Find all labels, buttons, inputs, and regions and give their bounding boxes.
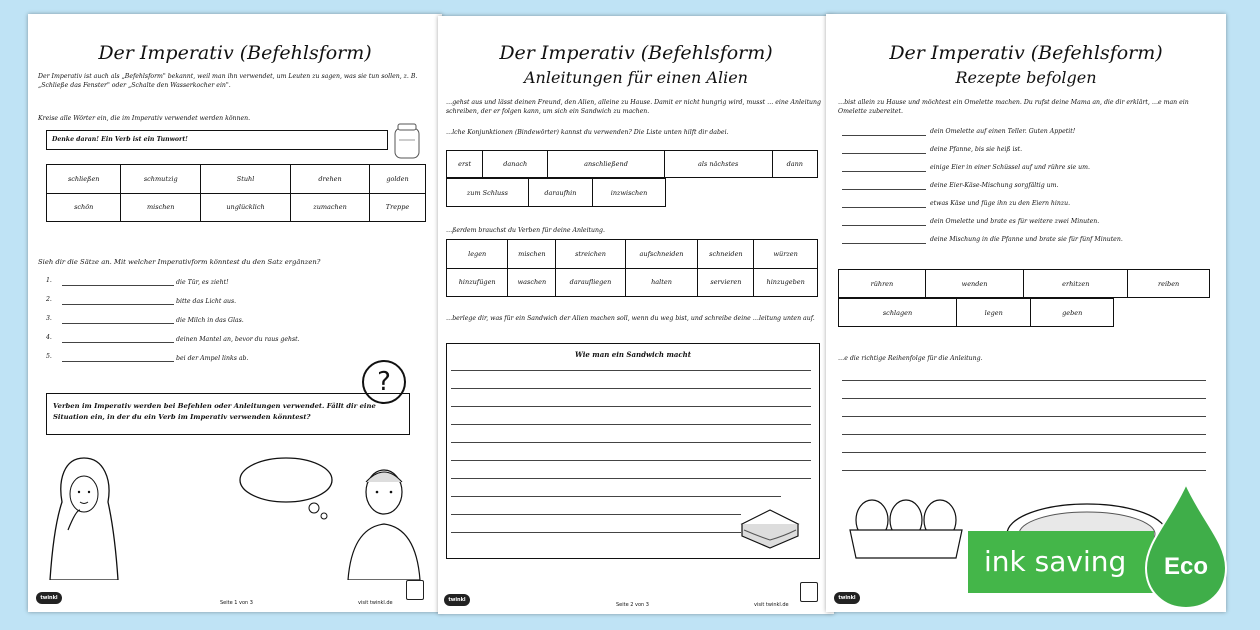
step-text: etwas Käse und füge ihn zu den Eiern hinzu. <box>930 200 1071 207</box>
sentence-number: 3. <box>46 315 52 322</box>
worksheet-page-2 <box>438 16 834 614</box>
info-text: Verben im Imperativ werden bei Befehlen oder Anleitungen verwendet. Fällt dir eine Situation ein, in der du ein Verb im Imperativ verwenden könntest? <box>53 402 376 421</box>
step-text: deine Eier-Käse-Mischung sorgfältig um. <box>930 182 1059 189</box>
word-cell: erhitzen <box>1024 270 1128 298</box>
sentence-ending: bei der Ampel links ab. <box>176 355 249 362</box>
reminder-box <box>46 130 388 150</box>
word-cell[interactable]: schließen <box>47 165 121 194</box>
page-title: Der Imperativ (Befehlsform) <box>889 42 1163 64</box>
word-cell: wenden <box>925 270 1023 298</box>
verb-cell: mischen <box>508 240 556 269</box>
quality-badge-icon <box>800 582 818 602</box>
writing-line[interactable] <box>451 460 811 461</box>
word-cell: legen <box>957 299 1031 327</box>
instruction-text: …e die richtige Reihenfolge für die Anleitung. <box>838 355 983 362</box>
page-title: Der Imperativ (Befehlsform) <box>98 42 372 64</box>
verb-cell: halten <box>625 268 698 297</box>
conjunction-cell: anschließend <box>548 151 665 178</box>
word-cell: geben <box>1031 299 1114 327</box>
word-cell[interactable]: Treppe <box>370 193 426 222</box>
writing-line[interactable] <box>842 434 1206 435</box>
answer-line[interactable] <box>62 323 174 324</box>
conjunction-cell: erst <box>447 151 483 178</box>
page-footer: Seite 2 von 3 <box>616 602 649 608</box>
writing-line[interactable] <box>451 478 811 479</box>
answer-line[interactable] <box>62 304 174 305</box>
answer-line[interactable] <box>842 225 926 226</box>
word-cell[interactable]: schön <box>47 193 121 222</box>
page-subtitle: Anleitungen für einen Alien <box>524 68 748 87</box>
sentence-ending: die Tür, es zieht! <box>176 279 229 286</box>
answer-line[interactable] <box>842 243 926 244</box>
writing-line[interactable] <box>451 370 811 371</box>
word-cell[interactable]: mischen <box>121 193 201 222</box>
writing-line[interactable] <box>842 470 1206 471</box>
step-text: dein Omelette auf einen Teller. Guten Appetit! <box>930 128 1076 135</box>
writing-line[interactable] <box>451 388 811 389</box>
word-cell[interactable]: zumachen <box>291 193 370 222</box>
page-footer: Seite 1 von 3 <box>220 600 253 606</box>
reminder-text: Denke daran! Ein Verb ist ein Tunwort! <box>52 136 188 143</box>
word-cell[interactable]: unglücklich <box>201 193 291 222</box>
verb-table <box>446 239 818 297</box>
verb-cell: hinzugeben <box>754 268 818 297</box>
jar-icon <box>390 122 424 162</box>
instruction-text: …lche Konjunktionen (Bindewörter) kannst du verwenden? Die Liste unten hilft dir dabei. <box>446 129 729 136</box>
answer-line[interactable] <box>62 342 174 343</box>
step-text: dein Omelette und brate es für weitere zwei Minuten. <box>930 218 1100 225</box>
writing-line[interactable] <box>451 424 811 425</box>
answer-line[interactable] <box>62 285 174 286</box>
instruction-text: …berlege dir, was für ein Sandwich der Alien machen soll, wenn du weg bist, und schreibe deine …leitung unten auf. <box>446 315 815 322</box>
conjunction-table <box>446 150 818 178</box>
verb-cell: waschen <box>508 268 556 297</box>
conjunction-cell: inzwischen <box>593 179 666 207</box>
writing-line[interactable] <box>842 398 1206 399</box>
verb-cell: streichen <box>556 240 625 269</box>
sentence-number: 2. <box>46 296 52 303</box>
intro-text: …bist allein zu Hause und möchtest ein Omelette machen. Du rufst deine Mama an, die dir erklärt, …e man ein Omelette zubereitet. <box>838 99 1189 115</box>
boy-illustration <box>344 458 424 580</box>
twinkl-logo: twinkl <box>834 592 860 604</box>
word-table <box>46 164 426 222</box>
word-cell[interactable]: schmutzig <box>121 165 201 194</box>
writing-line[interactable] <box>451 514 741 515</box>
quality-badge-icon <box>406 580 424 600</box>
page-title: Der Imperativ (Befehlsform) <box>499 42 773 64</box>
step-text: deine Mischung in die Pfanne und brate sie für fünf Minuten. <box>930 236 1123 243</box>
conjunction-cell: danach <box>483 151 548 178</box>
instruction-text: Kreise alle Wörter ein, die im Imperativ verwendet werden können. <box>38 115 251 122</box>
sentence-ending: deinen Mantel an, bevor du raus gehst. <box>176 336 300 343</box>
verb-cell: würzen <box>754 240 818 269</box>
twinkl-logo: twinkl <box>444 594 470 606</box>
writing-line[interactable] <box>842 380 1206 381</box>
conjunction-cell: als nächstes <box>664 151 772 178</box>
egg-carton-icon <box>846 484 966 564</box>
verb-cell: servieren <box>698 268 754 297</box>
intro-text: Der Imperativ ist auch als „Befehlsform" bekannt, weil man ihn verwendet, um Leuten zu sagen, was sie tun sollen, z. B. „Schließe das Fenster" oder „Schalte den Wasserkocher ein". <box>38 73 418 89</box>
eco-label: Eco <box>1163 553 1209 580</box>
verb-cell: schneiden <box>698 240 754 269</box>
writing-line[interactable] <box>451 496 781 497</box>
answer-line[interactable] <box>842 135 926 136</box>
eco-drop-icon <box>1140 480 1232 615</box>
box-title: Wie man ein Sandwich macht <box>575 350 691 359</box>
writing-line[interactable] <box>842 416 1206 417</box>
word-cell: schlagen <box>839 299 957 327</box>
site-footer[interactable]: visit twinkl.de <box>754 602 789 608</box>
writing-line[interactable] <box>451 406 811 407</box>
step-text: einige Eier in einer Schüssel auf und rühre sie um. <box>930 164 1090 171</box>
writing-line[interactable] <box>451 442 811 443</box>
word-cell: rühren <box>839 270 926 298</box>
page-subtitle: Rezepte befolgen <box>955 68 1097 87</box>
site-footer[interactable]: visit twinkl.de <box>358 600 393 606</box>
word-table <box>838 269 1210 298</box>
intro-text: …gehst aus und lässt deinen Freund, den Alien, alleine zu Hause. Damit er nicht hungrig wird, musst … eine Anleitung schreiben, der er folgen kann, um sich ein Sandwich zu machen. <box>446 99 821 115</box>
sentence-number: 1. <box>46 277 52 284</box>
info-box <box>46 393 410 435</box>
answer-line[interactable] <box>842 153 926 154</box>
word-cell: reiben <box>1128 270 1210 298</box>
answer-line[interactable] <box>842 171 926 172</box>
conjunction-cell: dann <box>772 151 817 178</box>
writing-line[interactable] <box>842 452 1206 453</box>
sentence-ending: die Milch in das Glas. <box>176 317 244 324</box>
verb-cell: legen <box>447 240 508 269</box>
sandwich-icon <box>738 506 802 550</box>
word-cell[interactable]: golden <box>370 165 426 194</box>
girl-illustration <box>46 450 122 580</box>
answer-line[interactable] <box>842 189 926 190</box>
word-cell[interactable]: Stuhl <box>201 165 291 194</box>
sentence-number: 4. <box>46 334 52 341</box>
verb-cell: aufschneiden <box>625 240 698 269</box>
word-table <box>838 298 1114 327</box>
verb-cell: daraufliegen <box>556 268 625 297</box>
twinkl-logo: twinkl <box>36 592 62 604</box>
step-text: deine Pfanne, bis sie heiß ist. <box>930 146 1023 153</box>
word-cell[interactable]: drehen <box>291 165 370 194</box>
worksheet-page-1 <box>28 14 442 612</box>
sentence-ending: bitte das Licht aus. <box>176 298 237 305</box>
conjunction-table <box>446 178 666 207</box>
sentence-number: 5. <box>46 353 52 360</box>
answer-line[interactable] <box>62 361 174 362</box>
ink-saving-banner: ink saving <box>968 531 1154 593</box>
instruction-text: …ßerdem brauchst du Verben für deine Anleitung. <box>446 227 605 234</box>
conjunction-cell: zum Schluss <box>447 179 529 207</box>
writing-line[interactable] <box>451 532 741 533</box>
thought-bubble-icon <box>234 452 334 522</box>
conjunction-cell: daraufhin <box>528 179 592 207</box>
answer-line[interactable] <box>842 207 926 208</box>
instruction-text: Sieh dir die Sätze an. Mit welcher Imperativform könntest du den Satz ergänzen? <box>38 258 321 266</box>
verb-cell: hinzufügen <box>447 268 508 297</box>
question-mark-icon: ? <box>362 360 406 404</box>
